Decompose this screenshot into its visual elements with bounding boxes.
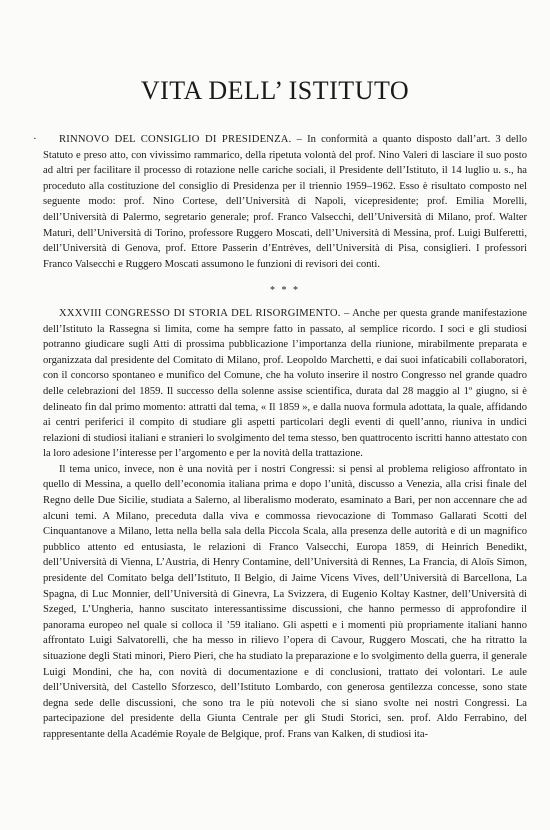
section-council-renewal: [43, 132, 527, 272]
margin-mark: ·: [33, 133, 37, 145]
section-heading-council: RINNOVO DEL CONSIGLIO DI PRESIDENZA.: [59, 134, 292, 145]
separator-stars: * * *: [270, 285, 300, 297]
section-text-congress: – Anche per questa grande manifestazione dell’Istituto la Rassegna si limita, come ha sempre fatto in passato, al semplice ricordo. I soci e gli studiosi potranno giudicare sugli Atti di prossima pubblicazione l’importanza della riunione, mirabilmente preparata e organizzata dal presidente del Comitato di Milano, prof. Leopoldo Marchetti, e dai suoi infaticabili collaboratori, con il concorso spontaneo e munifico del Comune, che ha voluto inserire il nostro Congresso nel grande quadro delle celebrazioni del 1859. Il successo della solenne assise scientifica, durata dal 28 maggio al 1º giugno, si è delineato fin dal primo momento: attratti dal tema, « Il 1859 », e dalla nuova formula adottata, la quale, affidando ai centri periferici il compito di studiare gli aspetti particolari degli eventi di quell’anno, riuniva in undici relazioni di studiosi italiani e stranieri lo svolgimento del tema stesso, ben quattrocento iscritti hanno attestato con la loro adesione l’interesse per l’argomento e per la novità della trattazione.: [43, 307, 527, 460]
page-title: VITA DELL’ ISTITUTO: [140, 76, 410, 105]
section-congress: [43, 306, 527, 462]
section-congress-paragraph-2: Il tema unico, invece, non è una novità per i nostri Congressi: si pensi al problema religioso affrontato in quello di Messina, a quello dell’economia italiana prima e dopo l’unità, discusso a Venezia, alla crisi finale del Regno delle Due Sicilie, studiata a Salerno, al liberalismo moderato, esaminato a Bari, per non accennare che ad alcuni temi. A Milano, preceduta dalla viva e commossa rievocazione di Tommaso Gallarati Scotti del Cinquantanove a Milano, letta nella bella sala della Piccola Scala, alla presenza delle autorità e di un magnifico pubblico attento ed entusiasta, le relazioni di Franco Valsecchi, Europa 1859, di Heinrich Benedikt, dell’Università di Vienna, L’Austria, di Henry Contamine, dell’Università di Rennes, La Francia, di Aloïs Simon, presidente del Comitato belga dell’Istituto, Il Belgio, di Jaime Vicens Vives, dell’Università di Barcellona, La Spagna, di Luc Monnier, dell’Università di Ginevra, La Svizzera, di Eugenio Koltay Kastner, dell’Università di Szeged, L’Ungheria, hanno suscitato interessantissime discussioni, che hanno permesso di approfondire il panorama europeo nel quale si colloca il ’59 italiano. Gli aspetti e i momenti più propriamente italiani hanno affrontato Luigi Salvatorelli, che ha messo in rilievo l’opera di Cavour, Ruggero Moscati, che ha ritratto la situazione degli Stati minori, Piero Pieri, che ha studiato la preparazione e lo svolgimento della guerra, il generale Luigi Mondini, che ha, con novità di documentazione e di conclusioni, trattato dei volontari. Le aule dell’Università, del Castello Sforzesco, dell’Istituto Lombardo, con generosa gentilezza concesse, sono state degna sede delle discussioni, che sono tra le più notevoli che si siano svolte nei nostri Congressi. La partecipazione del presidente della Giunta Centrale per gli Studi Storici, sen. prof. Aldo Ferrabino, del rappresentante della Académie Royale de Belgique, prof. Frans van Kalken, di studiosi ita-: [43, 463, 527, 740]
section-heading-congress: XXXVIII CONGRESSO DI STORIA DEL RISORGIMENTO.: [59, 307, 341, 319]
document-body: [33, 132, 527, 743]
section-text-council: – In conformità a quanto disposto dall’art. 3 dello Statuto e preso atto, con vivissimo rammarico, della ripetuta volontà del prof. Nino Valeri di lasciare il suo posto ad altri per facilitare il processo di rotazione nelle cariche sociali, il Presidente dell’Istituto, il 14 luglio u. s., ha proceduto alla costituzione del consiglio di Presidenza per il triennio 1959–1962. Esso è risultato composto nel seguente modo: prof. Nino Cortese, dell’Università di Napoli, vicepresidente; prof. Emilia Morelli, dell’Università di Palermo, segretario generale; prof. Franco Valsecchi, dell’Università di Milano, prof. Walter Maturi, dell’Università di Torino, professore Ruggero Moscati, dell’Università di Messina, prof. Luigi Bulferetti, dell’Università di Genova, prof. Ettore Passerin d’Entrèves, dell’Università di Pisa, consiglieri. I professori Franco Valsecchi e Ruggero Moscati assumono le funzioni di revisori dei conti.: [43, 134, 527, 270]
